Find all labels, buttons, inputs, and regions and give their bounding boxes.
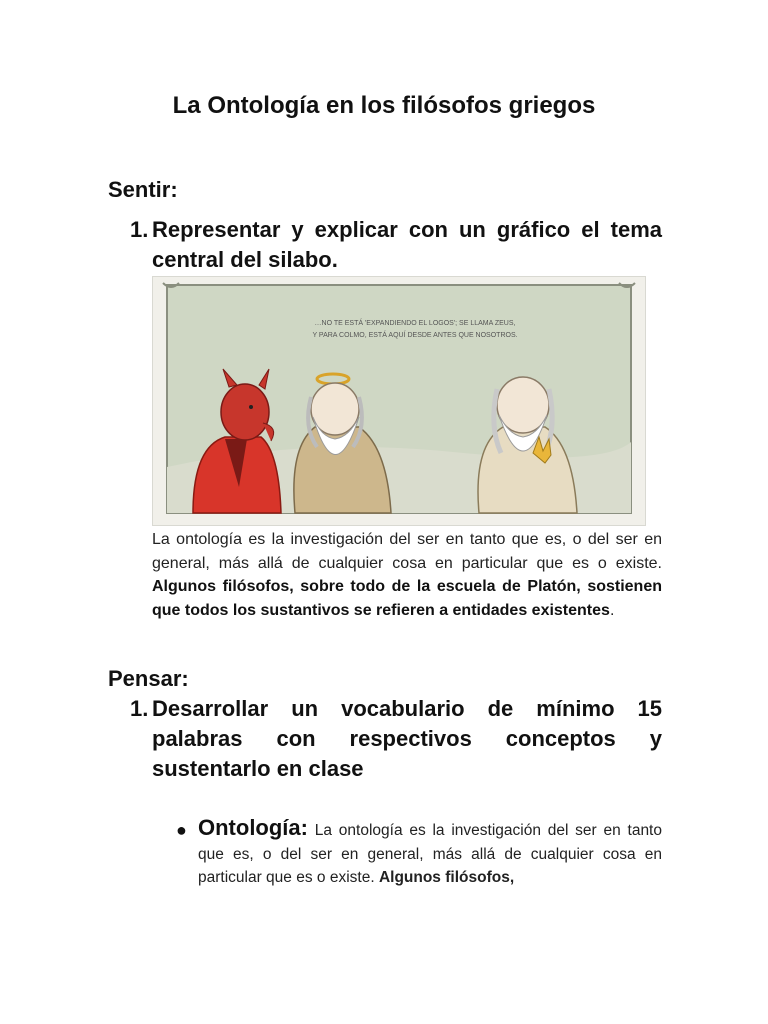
- philosophers-cartoon-image: [152, 276, 646, 526]
- pensar-task-number: 1.: [130, 696, 149, 721]
- sentir-paragraph-bold: Algunos filósofos, sobre todo de la escuela de Platón, sostienen que todos los sustantivos se refieren a entidades existentes: [152, 578, 662, 619]
- pensar-task: [130, 694, 662, 784]
- vocabulary-item-body: [198, 816, 662, 890]
- vocabulary-term: Ontología:: [198, 815, 308, 840]
- pensar-heading: Pensar:: [108, 666, 189, 691]
- sentir-heading: Sentir:: [108, 177, 178, 202]
- pensar-task-text: Desarrollar un vocabulario de mínimo 15 palabras con respectivos conceptos y sustentarlo en clase: [152, 696, 662, 781]
- sentir-task-number: 1.: [130, 217, 149, 242]
- vocabulary-item-ontologia: [176, 816, 662, 890]
- vocabulary-definition-bold: Algunos filósofos,: [378, 869, 515, 886]
- document-title: La Ontología en los filósofos griegos: [172, 92, 596, 119]
- bullet-icon: ●: [176, 820, 187, 840]
- sentir-paragraph: [152, 528, 662, 622]
- sentir-paragraph-end: .: [609, 601, 615, 619]
- cartoon-caption-line-2: Y PARA COLMO, ESTÁ AQUÍ DESDE ANTES QUE NOSOTROS.: [312, 332, 518, 339]
- sentir-task-text: Representar y explicar con un gráfico el tema central del silabo.: [152, 217, 662, 272]
- vocabulary-definition-plain: La ontología es la investigación del ser en tanto que es, o del ser en general, más allá de cualquier cosa en particular que es o existe.: [198, 822, 662, 886]
- sentir-task: [130, 215, 662, 275]
- sentir-paragraph-plain: La ontología es la investigación del ser en tanto que es, o del ser en general, más allá de cualquier cosa en particular que es o existe.: [152, 531, 662, 572]
- cartoon-caption-line-1: …NO TE ESTÁ 'EXPANDIENDO EL LOGOS'; SE LLAMA ZEUS,: [314, 320, 516, 327]
